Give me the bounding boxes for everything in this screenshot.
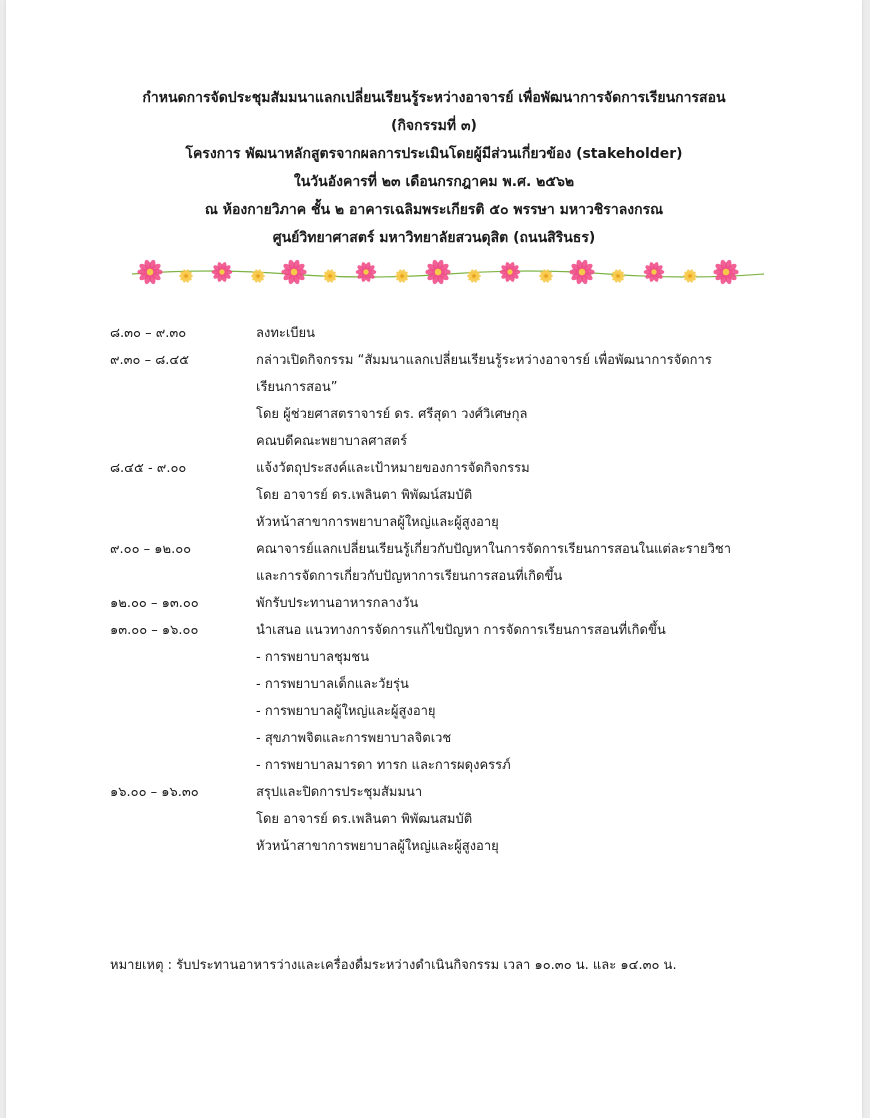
document-header — [6, 84, 862, 252]
header-date: ในวันอังคารที่ ๒๓ เดือนกรกฎาคม พ.ศ. ๒๕๖๒ — [293, 174, 575, 190]
schedule-detail — [256, 455, 810, 536]
schedule-time: ๙.๓๐ – ๘.๔๕ — [110, 353, 190, 368]
schedule-detail-line: เรียนการสอน” — [256, 380, 338, 395]
schedule-time: ๙.๐๐ – ๑๒.๐๐ — [110, 542, 192, 557]
schedule-list — [110, 320, 810, 860]
schedule-detail-line: กล่าวเปิดกิจกรรม “สัมมนาแลกเปลี่ยนเรียนรู้ระหว่างอาจารย์ เพื่อพัฒนาการจัดการ — [256, 353, 712, 368]
schedule-detail-line: คณาจารย์แลกเปลี่ยนเรียนรู้เกี่ยวกับปัญหาในการจัดการเรียนการสอนในแต่ละรายวิชา — [256, 542, 732, 557]
schedule-detail-line: แจ้งวัตถุประสงค์และเป้าหมายของการจัดกิจกรรม — [256, 461, 530, 476]
header-activity: (กิจกรรมที่ ๓) — [391, 118, 477, 134]
schedule-detail-line: - การพยาบาลชุมชน — [256, 650, 370, 665]
schedule-time: ๘.๓๐ – ๙.๓๐ — [110, 326, 187, 341]
schedule-detail-line: - การพยาบาลมารดา ทารก และการผดุงครรภ์ — [256, 758, 511, 773]
schedule-time: ๘.๔๕ - ๙.๐๐ — [110, 461, 187, 476]
schedule-detail-line: โดย ผู้ช่วยศาสตราจารย์ ดร. ศรีสุดา วงศ์วิเศษกุล — [256, 407, 528, 422]
schedule-detail — [256, 536, 810, 590]
schedule-detail — [256, 779, 810, 860]
schedule-row — [110, 779, 810, 860]
schedule-detail-line: - การพยาบาลผู้ใหญ่และผู้สูงอายุ — [256, 704, 436, 719]
schedule-detail-line: - การพยาบาลเด็กและวัยรุ่น — [256, 677, 409, 692]
schedule-detail — [256, 590, 810, 617]
schedule-detail-line: สรุปและปิดการประชุมสัมมนา — [256, 785, 423, 800]
header-location: ศูนย์วิทยาศาสตร์ มหาวิทยาลัยสวนดุสิต (ถนนสิรินธร) — [272, 230, 596, 246]
schedule-time: ๑๒.๐๐ – ๑๓.๐๐ — [110, 596, 199, 611]
schedule-detail — [256, 347, 810, 455]
schedule-detail — [256, 617, 810, 779]
schedule-row — [110, 536, 810, 590]
header-project: โครงการ พัฒนาหลักสูตรจากผลการประเมินโดยผู้มีส่วนเกี่ยวข้อง (stakeholder) — [185, 146, 683, 162]
schedule-time: ๑๓.๐๐ – ๑๖.๐๐ — [110, 623, 199, 638]
schedule-detail-line: โดย อาจารย์ ดร.เพลินตา พิพัฒนสมบัติ — [256, 812, 473, 827]
schedule-row — [110, 617, 810, 779]
schedule-detail-line: - สุขภาพจิตและการพยาบาลจิตเวช — [256, 731, 452, 746]
schedule-detail-line: และการจัดการเกี่ยวกับปัญหาการเรียนการสอนที่เกิดขึ้น — [256, 569, 563, 584]
flower-garland-icon — [128, 258, 768, 288]
header-venue: ณ ห้องกายวิภาค ชั้น ๒ อาคารเฉลิมพระเกียรติ ๕๐ พรรษา มหาวชิราลงกรณ — [204, 202, 664, 218]
header-title: กำหนดการจัดประชุมสัมมนาแลกเปลี่ยนเรียนรู้ระหว่างอาจารย์ เพื่อพัฒนาการจัดการเรียนการสอน — [142, 90, 726, 106]
schedule-row — [110, 320, 810, 347]
schedule-detail-line: หัวหน้าสาขาการพยาบาลผู้ใหญ่และผู้สูงอายุ — [256, 515, 499, 530]
schedule-detail-line: หัวหน้าสาขาการพยาบาลผู้ใหญ่และผู้สูงอายุ — [256, 839, 499, 854]
schedule-row — [110, 347, 810, 455]
document-page — [6, 0, 862, 1118]
schedule-detail-line: พักรับประทานอาหารกลางวัน — [256, 596, 419, 611]
schedule-time: ๑๖.๐๐ – ๑๖.๓๐ — [110, 785, 199, 800]
schedule-detail-line: โดย อาจารย์ ดร.เพลินตา พิพัฒน์สมบัติ — [256, 488, 473, 503]
schedule-detail-line: ลงทะเบียน — [256, 326, 316, 341]
schedule-row — [110, 590, 810, 617]
schedule-row — [110, 455, 810, 536]
footnote: หมายเหตุ : รับประทานอาหารว่างและเครื่องดื่มระหว่างดำเนินกิจกรรม เวลา ๑๐.๓๐ น. และ ๑๔.๓๐ น. — [110, 958, 677, 973]
schedule-detail-line: คณบดีคณะพยาบาลศาสตร์ — [256, 434, 408, 449]
schedule-detail-line: นำเสนอ แนวทางการจัดการแก้ไขปัญหา การจัดการเรียนการสอนที่เกิดขึ้น — [256, 623, 666, 638]
schedule-detail — [256, 320, 810, 347]
